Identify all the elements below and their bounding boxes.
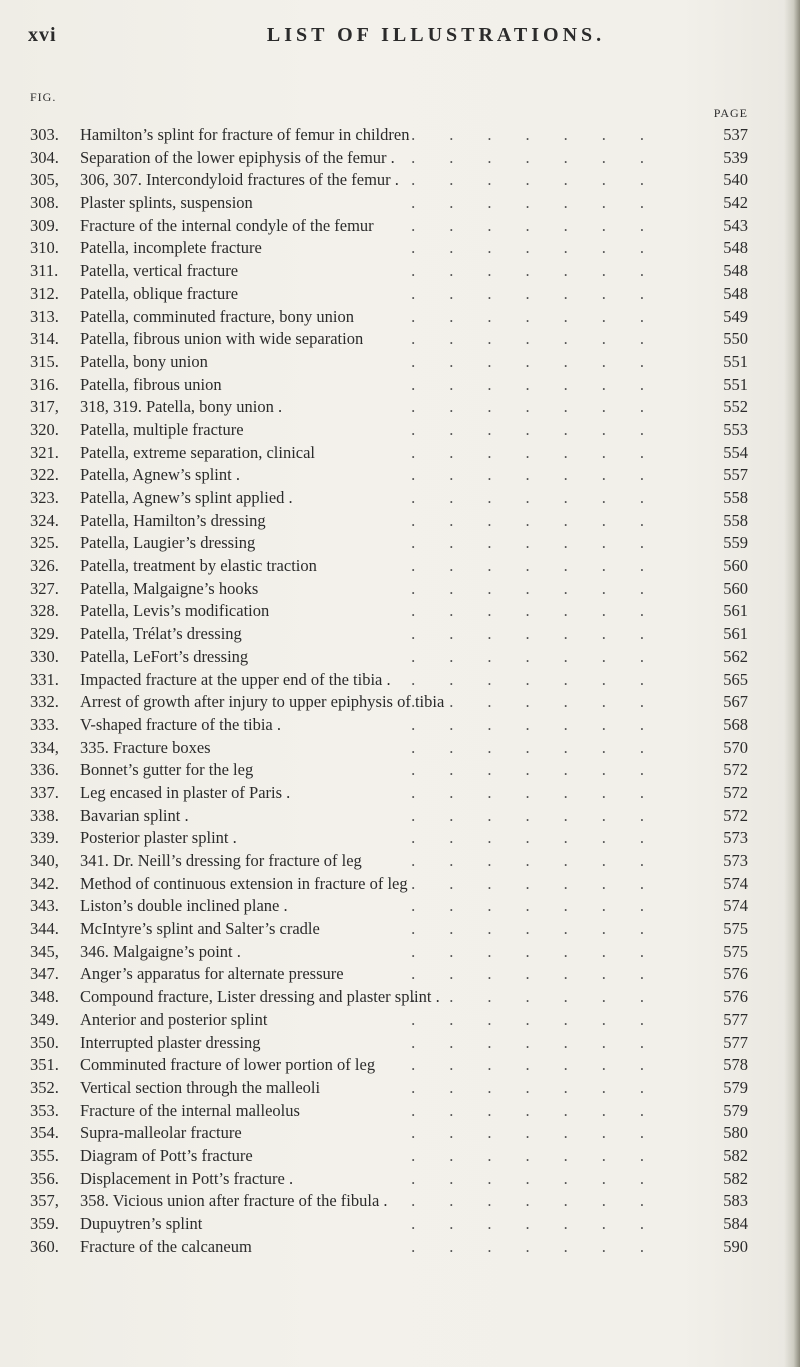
figure-title: Fracture of the internal condyle of the femur [80, 215, 374, 235]
figure-title: McIntyre’s splint and Salter’s cradle [80, 919, 320, 939]
figure-number: 353. [30, 1100, 59, 1120]
page-reference: 579 [723, 1077, 748, 1097]
list-item [30, 328, 748, 351]
figure-number: 311. [30, 261, 59, 281]
figure-number: 329. [30, 624, 59, 644]
dot-leader: ....... [411, 488, 678, 507]
figure-number: 344. [30, 919, 59, 939]
figure-number: 328. [30, 601, 59, 621]
page-reference: 582 [723, 1145, 748, 1165]
figure-number: 334, [30, 737, 59, 757]
figure-title: Impacted fracture at the upper end of the tibia . [80, 669, 391, 689]
page-reference: 590 [723, 1236, 748, 1256]
figure-title: Patella, comminuted fracture, bony union [80, 306, 355, 326]
figure-title: Patella, Agnew’s splint applied . [80, 488, 293, 507]
figure-title: Separation of the lower epiphysis of the femur . [80, 147, 395, 167]
page-reference: 543 [723, 215, 748, 235]
dot-leader: ....... [411, 987, 678, 1007]
dot-leader: ....... [411, 1032, 678, 1052]
list-item [30, 623, 748, 646]
figure-number: 347. [30, 964, 59, 984]
dot-leader: ....... [411, 170, 678, 190]
figure-title: Patella, Laugier’s dressing [80, 533, 256, 553]
figure-number: 339. [30, 828, 59, 848]
page-reference: 584 [723, 1214, 748, 1233]
figure-title: Displacement in Pott’s fracture . [80, 1168, 294, 1188]
figure-number: 308. [30, 193, 59, 213]
dot-leader: ....... [411, 737, 678, 757]
list-item [30, 737, 748, 760]
page-reference: 576 [723, 987, 748, 1007]
page-reference: 551 [723, 374, 748, 394]
figure-title: Patella, extreme separation, clinical [80, 442, 316, 462]
page-reference: 537 [723, 125, 748, 144]
dot-leader: ....... [411, 646, 678, 666]
page-reference: 577 [723, 1032, 748, 1052]
page-reference: 548 [723, 261, 748, 281]
figure-title: Anterior and posterior splint [80, 1009, 268, 1029]
figure-number: 325. [30, 533, 59, 553]
figure-number: 351. [30, 1055, 59, 1075]
figure-title: Patella, multiple fracture [80, 419, 244, 439]
dot-leader: ....... [411, 1100, 678, 1120]
page-reference: 539 [723, 147, 748, 167]
dot-leader: ....... [411, 1214, 678, 1233]
dot-leader: ....... [411, 374, 678, 394]
list-item [30, 714, 748, 737]
dot-leader: ....... [411, 351, 678, 371]
list-item [30, 1054, 748, 1077]
page-reference: 572 [723, 805, 748, 825]
list-item [30, 782, 748, 805]
figure-title: 306, 307. Intercondyloid fractures of the femur . [80, 170, 399, 190]
list-item [30, 283, 748, 306]
figure-title: Fracture of the internal malleolus [80, 1100, 300, 1120]
dot-leader: ....... [411, 419, 678, 439]
page-reference: 558 [723, 488, 748, 507]
page-reference: 579 [723, 1100, 748, 1120]
figure-number: 304. [30, 147, 59, 167]
page-reference: 575 [723, 941, 748, 961]
figure-number: 360. [30, 1236, 59, 1256]
figure-title: Patella, vertical fracture [80, 261, 239, 281]
figure-number: 330. [30, 646, 59, 666]
figure-title: Dupuytren’s splint [80, 1214, 203, 1233]
figure-title: Patella, fibrous union with wide separation [80, 329, 364, 349]
figure-title: Supra-malleolar fracture [80, 1123, 242, 1143]
dot-leader: ....... [411, 306, 678, 326]
page-reference: 542 [723, 193, 748, 213]
dot-leader: ....... [411, 1009, 678, 1029]
page-edge-shadow [784, 0, 800, 1367]
page-reference: 548 [723, 238, 748, 258]
figure-number: 359. [30, 1214, 59, 1233]
page-reference: 582 [723, 1168, 748, 1188]
list-item [30, 1032, 748, 1055]
figure-number: 309. [30, 215, 59, 235]
figure-number: 331. [30, 669, 59, 689]
page-reference: 578 [723, 1055, 748, 1075]
figure-title: Patella, bony union [80, 351, 208, 371]
figure-title: Patella, Agnew’s splint . [80, 465, 240, 485]
list-item [30, 1009, 748, 1032]
dot-leader: ....... [411, 442, 678, 462]
dot-leader: ....... [411, 919, 678, 939]
dot-leader: ....... [411, 873, 678, 893]
figure-number: 342. [30, 873, 59, 893]
figure-number: 312. [30, 283, 59, 303]
page-reference: 574 [723, 873, 748, 893]
dot-leader: ....... [411, 624, 678, 644]
figure-number: 355. [30, 1145, 59, 1165]
figure-number: 357, [30, 1191, 59, 1211]
figure-title: Method of continuous extension in fracture of leg [80, 873, 408, 893]
dot-leader: ....... [411, 851, 678, 870]
list-item [30, 1145, 748, 1168]
running-title: LIST OF ILLUSTRATIONS. [266, 24, 606, 46]
list-item [30, 646, 748, 669]
figure-title: 346. Malgaigne’s point . [80, 941, 241, 961]
list-item [30, 374, 748, 397]
dot-leader: ....... [411, 556, 678, 576]
page-reference: 551 [723, 351, 748, 371]
figure-number: 327. [30, 578, 59, 598]
figure-title: Patella, Hamilton’s dressing [80, 510, 266, 530]
list-item [30, 147, 748, 170]
page-reference: 575 [723, 919, 748, 939]
fig-column-heading: FIG. [30, 90, 57, 104]
list-item [30, 963, 748, 986]
list-item [30, 487, 748, 510]
figure-number: 343. [30, 896, 59, 916]
figure-title: Arrest of growth after injury to upper epiphysis of tibia [80, 692, 445, 712]
list-item [30, 215, 748, 238]
dot-leader: ....... [411, 828, 678, 848]
list-item [30, 306, 748, 329]
figure-number: 315. [30, 351, 59, 371]
page-reference: 548 [723, 283, 748, 303]
list-item [30, 237, 748, 260]
dot-leader: ....... [411, 193, 678, 213]
page-reference: 576 [723, 964, 748, 984]
dot-leader: ....... [411, 238, 678, 258]
page-reference: 560 [723, 578, 748, 598]
page-reference: 562 [723, 646, 748, 666]
figure-title: 335. Fracture boxes [80, 737, 211, 757]
figure-title: Leg encased in plaster of Paris . [80, 782, 291, 802]
figure-number: 356. [30, 1168, 59, 1188]
figure-title: 318, 319. Patella, bony union . [80, 397, 283, 417]
figure-number: 352. [30, 1077, 59, 1097]
page-reference: 561 [723, 601, 748, 621]
list-item [30, 532, 748, 555]
figure-number: 338. [30, 805, 59, 825]
page-number-roman: xvi [28, 24, 57, 46]
figure-title: Patella, LeFort’s dressing [80, 646, 249, 666]
figure-number: 324. [30, 510, 59, 530]
dot-leader: ....... [411, 578, 678, 598]
dot-leader: ....... [411, 397, 678, 417]
figure-number: 323. [30, 488, 59, 507]
figure-title: Comminuted fracture of lower portion of leg [80, 1055, 376, 1075]
page-reference: 560 [723, 556, 748, 576]
list-item [30, 124, 748, 147]
figure-title: Patella, Trélat’s dressing [80, 624, 242, 644]
figure-number: 326. [30, 556, 59, 576]
page-reference: 559 [723, 533, 748, 553]
page-reference: 572 [723, 760, 748, 780]
list-item [30, 396, 748, 419]
list-item [30, 555, 748, 578]
figure-number: 349. [30, 1009, 59, 1029]
illustration-list [30, 124, 748, 1258]
dot-leader: ....... [411, 261, 678, 281]
figure-number: 322. [30, 465, 59, 485]
page-reference: 552 [723, 397, 748, 417]
page-reference: 573 [723, 851, 748, 870]
dot-leader: ....... [411, 941, 678, 961]
page-reference: 553 [723, 419, 748, 439]
list-item [30, 1122, 748, 1145]
dot-leader: ....... [411, 1077, 678, 1097]
dot-leader: ....... [411, 760, 678, 780]
figure-title: Posterior plaster splint . [80, 828, 237, 848]
figure-number: 340, [30, 851, 59, 870]
figure-title: 341. Dr. Neill’s dressing for fracture of leg [80, 851, 362, 870]
list-item [30, 895, 748, 918]
dot-leader: ....... [411, 896, 678, 916]
figure-title: Patella, oblique fracture [80, 283, 239, 303]
figure-title: Bonnet’s gutter for the leg [80, 760, 254, 780]
dot-leader: ....... [411, 1191, 678, 1211]
list-item [30, 442, 748, 465]
figure-number: 345, [30, 941, 59, 961]
page-reference: 568 [723, 714, 748, 734]
figure-title: V-shaped fracture of the tibia . [80, 714, 281, 734]
figure-number: 320. [30, 419, 59, 439]
page-reference: 577 [723, 1009, 748, 1029]
figure-number: 333. [30, 714, 59, 734]
list-item [30, 1168, 748, 1191]
list-item [30, 600, 748, 623]
list-item [30, 1100, 748, 1123]
dot-leader: ....... [411, 147, 678, 167]
list-item [30, 691, 748, 714]
figure-title: Diagram of Pott’s fracture [80, 1145, 253, 1165]
figure-title: 358. Vicious union after fracture of the fibula . [80, 1191, 388, 1211]
figure-number: 317, [30, 397, 59, 417]
list-item [30, 759, 748, 782]
figure-title: Interrupted plaster dressing [80, 1032, 261, 1052]
dot-leader: ....... [411, 533, 678, 553]
list-item [30, 1213, 748, 1236]
dot-leader: ....... [411, 510, 678, 530]
figure-number: 321. [30, 442, 59, 462]
list-item [30, 1077, 748, 1100]
page-reference: 573 [723, 828, 748, 848]
page-header [28, 24, 760, 54]
figure-number: 348. [30, 987, 59, 1007]
dot-leader: ....... [411, 601, 678, 621]
figure-number: 305, [30, 170, 59, 190]
dot-leader: ....... [411, 692, 678, 712]
figure-title: Patella, Levis’s modification [80, 601, 270, 621]
figure-title: Liston’s double inclined plane . [80, 896, 288, 916]
list-item [30, 986, 748, 1009]
figure-number: 350. [30, 1032, 59, 1052]
dot-leader: ....... [411, 714, 678, 734]
dot-leader: ....... [411, 669, 678, 689]
page-reference: 565 [723, 669, 748, 689]
page-reference: 549 [723, 306, 748, 326]
dot-leader: ....... [411, 964, 678, 984]
figure-number: 313. [30, 306, 59, 326]
page-reference: 570 [723, 737, 748, 757]
figure-number: 314. [30, 329, 59, 349]
figure-number: 310. [30, 238, 59, 258]
list-item [30, 260, 748, 283]
figure-number: 303. [30, 125, 59, 144]
list-item [30, 918, 748, 941]
figure-title: Fracture of the calcaneum [80, 1236, 252, 1256]
dot-leader: ....... [411, 125, 678, 144]
figure-title: Patella, treatment by elastic traction [80, 556, 317, 576]
page-reference: 554 [723, 442, 748, 462]
page-reference: 567 [723, 692, 748, 712]
dot-leader: ....... [411, 283, 678, 303]
list-item [30, 805, 748, 828]
figure-title: Patella, incomplete fracture [80, 238, 262, 258]
figure-number: 316. [30, 374, 59, 394]
page-reference: 558 [723, 510, 748, 530]
list-item [30, 827, 748, 850]
dot-leader: ....... [411, 805, 678, 825]
figure-title: Anger’s apparatus for alternate pressure [80, 964, 344, 984]
list-item [30, 873, 748, 896]
page-reference: 540 [723, 170, 748, 190]
dot-leader: ....... [411, 1168, 678, 1188]
figure-title: Compound fracture, Lister dressing and plaster splint . [80, 987, 440, 1007]
list-item [30, 669, 748, 692]
figure-title: Patella, fibrous union [80, 374, 222, 394]
figure-number: 332. [30, 692, 59, 712]
dot-leader: ....... [411, 329, 678, 349]
figure-title: Plaster splints, suspension [80, 193, 253, 213]
page-reference: 550 [723, 329, 748, 349]
list-item [30, 169, 748, 192]
list-item [30, 510, 748, 533]
list-item [30, 419, 748, 442]
list-item [30, 941, 748, 964]
dot-leader: ....... [411, 1123, 678, 1143]
figure-title: Hamilton’s splint for fracture of femur in children [80, 125, 410, 144]
dot-leader: ....... [411, 1055, 678, 1075]
page-reference: 574 [723, 896, 748, 916]
page-reference: 580 [723, 1123, 748, 1143]
figure-number: 336. [30, 760, 59, 780]
list-item [30, 464, 748, 487]
page-reference: 557 [723, 465, 748, 485]
dot-leader: ....... [411, 1145, 678, 1165]
list-item [30, 1236, 748, 1259]
dot-leader: ....... [411, 782, 678, 802]
list-item [30, 192, 748, 215]
page-reference: 572 [723, 782, 748, 802]
figure-number: 337. [30, 782, 59, 802]
dot-leader: ....... [411, 465, 678, 485]
page-column-heading: PAGE [713, 106, 748, 120]
list-item [30, 351, 748, 374]
list-item [30, 850, 748, 873]
list-item [30, 578, 748, 601]
dot-leader: ....... [411, 1236, 678, 1256]
figure-title: Patella, Malgaigne’s hooks [80, 578, 259, 598]
dot-leader: ....... [411, 215, 678, 235]
page-reference: 583 [723, 1191, 748, 1211]
list-item [30, 1190, 748, 1213]
figure-number: 354. [30, 1123, 59, 1143]
figure-title: Vertical section through the malleoli [80, 1077, 321, 1097]
page-reference: 561 [723, 624, 748, 644]
figure-title: Bavarian splint . [80, 805, 189, 825]
